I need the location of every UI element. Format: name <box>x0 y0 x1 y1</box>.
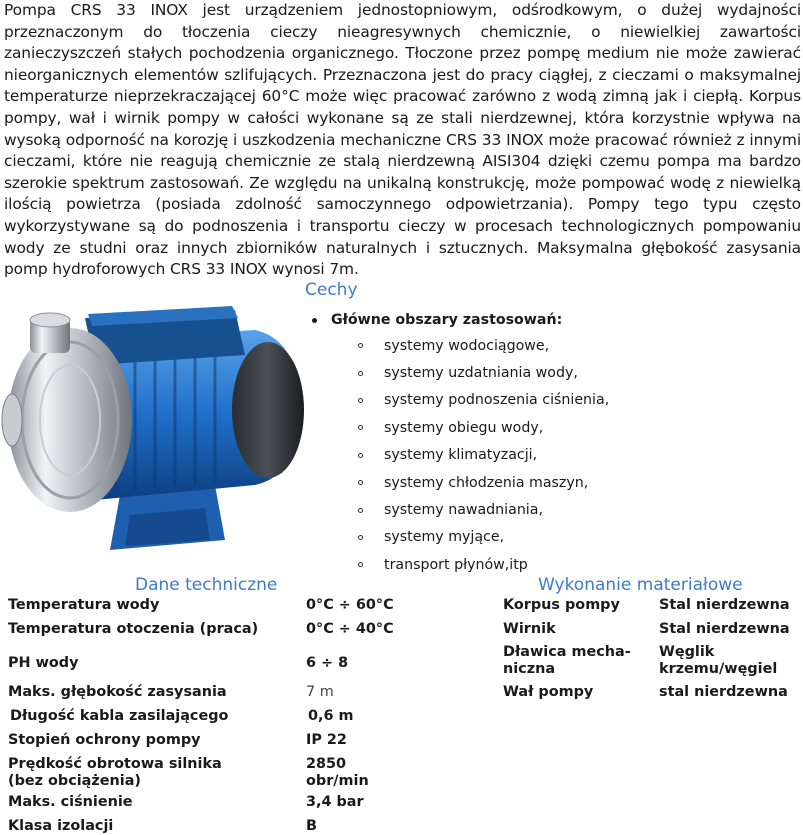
application-list-item <box>358 469 780 496</box>
circle-bullet-icon <box>358 371 363 376</box>
spec-label: PH wody <box>8 655 79 671</box>
circle-bullet-icon <box>358 562 363 567</box>
application-label: systemy chłodzenia maszyn, <box>384 474 589 491</box>
material-label: Wirnik <box>503 621 556 637</box>
spec-label: Maks. głębokość zasysania <box>8 684 227 700</box>
spec-label: Maks. ciśnienie <box>8 794 133 810</box>
circle-bullet-icon <box>358 343 363 348</box>
bullet-icon <box>312 318 317 323</box>
application-label: systemy podnoszenia ciśnienia, <box>384 392 610 409</box>
application-list-item <box>358 414 780 441</box>
circle-bullet-icon <box>358 480 363 485</box>
application-label: systemy obiegu wody, <box>384 419 544 436</box>
spec-value: IP 22 <box>306 732 347 748</box>
spec-value: 0°C ÷ 40°C <box>306 621 394 637</box>
spec-value: 6 ÷ 8 <box>306 655 349 671</box>
circle-bullet-icon <box>358 453 363 458</box>
spec-row <box>8 708 428 725</box>
application-label: systemy wodociągowe, <box>384 337 550 354</box>
spec-value: 3,4 bar <box>306 794 364 810</box>
features-title: Cechy <box>305 280 358 300</box>
material-row <box>503 644 803 678</box>
material-row <box>503 597 803 614</box>
application-list-item <box>358 332 780 359</box>
spec-row <box>8 818 428 835</box>
spec-row <box>8 621 428 638</box>
intro-paragraph: Pompa CRS 33 INOX jest urządzeniem jednostopniowym, odśrodkowym, o dużej wydajności przeznaczonym do tłoczenia cieczy nieagresywnych chemicznie, o niewielkiej zawartości zanieczyszczeń stałych pochodzenia organicznego. Tłoczone przez pompę medium nie może zawierać nieorganicznych elementów szlifujących. Przeznaczona jest do pracy ciągłej, z cieczami o maksymalnej temperaturze nieprzekraczającej 60°C może więc pracować zarówno z wodą zimną jak i ciepłą. Korpus pompy, wał i wirnik pompy w całości wykonane są ze stali nierdzewnej, która korzystnie wpływa na wysoką odporność na korozję i uszkodzenia mechaniczne CRS 33 INOX może pracować również z innymi cieczami, które nie reagują chemicznie ze stalą nierdzewną AISI304 dzięki czemu pompa ma bardzo szerokie spektrum zastosowań. Ze względu na unikalną konstrukcję, może pompować wodę z niewielką ilością powietrza (posiada zdolność samoczynnego odpowietrzania). Pompy tego typu często wykorzystywane są do podnoszenia i transportu cieczy w procesach technologicznych pompowaniu wody ze studni oraz innych zbiorników naturalnych i sztucznych. Maksymalna głębokość zasysania pomp hydroforowych CRS 33 INOX wynosi 7m. <box>4 1 801 279</box>
application-list-item <box>358 524 780 551</box>
spec-row <box>8 684 428 701</box>
spec-value: 0,6 m <box>308 708 354 724</box>
circle-bullet-icon <box>358 508 363 513</box>
material-label: Wał pompy <box>503 684 594 700</box>
spec-label: Temperatura wody <box>8 597 160 613</box>
spec-label: Długość kabla zasilającego <box>10 708 229 724</box>
main-bullet-label: Główne obszary zastosowań: <box>331 312 563 328</box>
material-value: Węglik krzemu/węgiel <box>659 644 778 677</box>
main-bullet <box>300 308 780 332</box>
spec-value: 0°C ÷ 60°C <box>306 597 394 613</box>
spec-value: 7 m <box>306 684 334 700</box>
spec-row <box>8 732 428 749</box>
application-label: systemy uzdatniania wody, <box>384 365 578 382</box>
material-label: Korpus pompy <box>503 597 620 613</box>
materials-title: Wykonanie materiałowe <box>538 575 743 595</box>
material-value: Stal nierdzewna <box>659 597 790 613</box>
circle-bullet-icon <box>358 425 363 430</box>
spec-label: Temperatura otoczenia (praca) <box>8 621 259 637</box>
application-list-item <box>358 387 780 414</box>
material-row <box>503 684 803 701</box>
application-label: systemy myjące, <box>384 529 505 546</box>
spec-row <box>8 756 428 790</box>
spec-row <box>8 794 428 811</box>
spec-value: 2850 obr/min <box>306 756 369 789</box>
application-label: systemy nawadniania, <box>384 502 543 519</box>
pump-image <box>0 300 310 570</box>
spec-label: Klasa izolacji <box>8 818 114 834</box>
spec-value: B <box>306 818 317 834</box>
application-list-item <box>358 496 780 523</box>
application-list <box>300 332 780 579</box>
application-list-item <box>358 442 780 469</box>
specs-title: Dane techniczne <box>135 575 278 595</box>
application-label: systemy klimatyzacji, <box>384 447 538 464</box>
spec-row <box>8 647 428 672</box>
application-label: transport płynów,itp <box>384 556 528 573</box>
spec-row <box>8 597 428 614</box>
material-value: stal nierdzewna <box>659 684 788 700</box>
application-list-item <box>358 359 780 386</box>
spec-label: Prędkość obrotowa silnika (bez obciążenia) <box>8 756 222 789</box>
material-label: Dławica mecha- niczna <box>503 644 631 677</box>
features-list <box>300 308 780 579</box>
spec-label: Stopień ochrony pompy <box>8 732 201 748</box>
circle-bullet-icon <box>358 398 363 403</box>
circle-bullet-icon <box>358 535 363 540</box>
material-row <box>503 621 803 638</box>
material-value: Stal nierdzewna <box>659 621 790 637</box>
